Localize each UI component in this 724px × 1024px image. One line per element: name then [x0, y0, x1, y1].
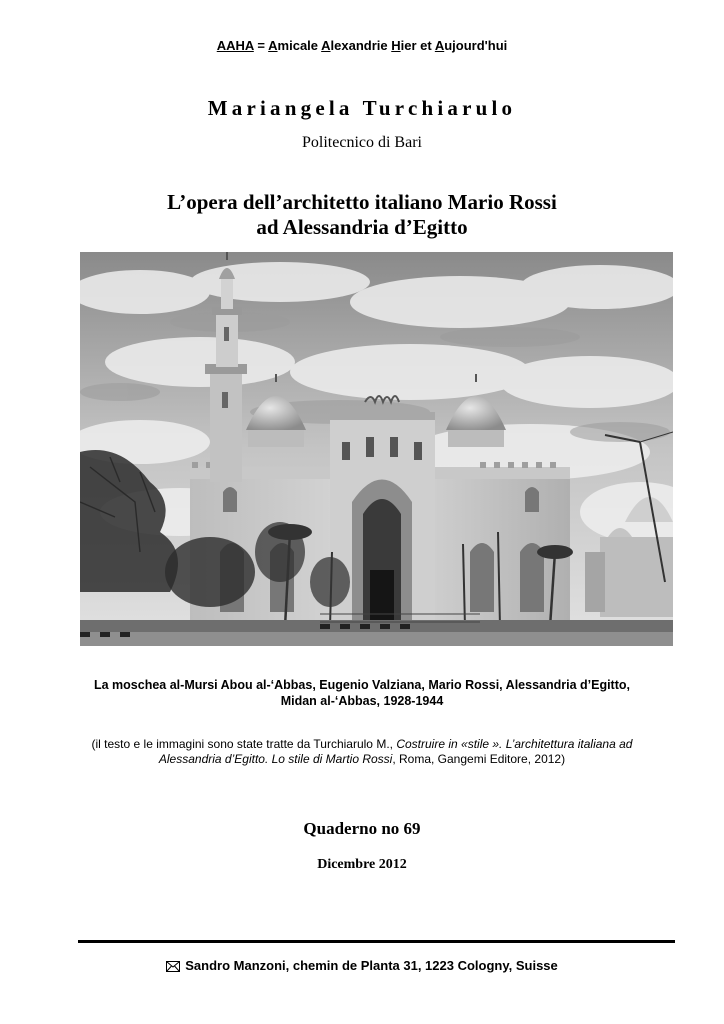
footer-divider	[78, 940, 675, 943]
header-initial-1: A	[268, 38, 278, 53]
source-title-part2: Alessandria d’Egitto. Lo stile di Martio Rossi	[158, 752, 393, 766]
source-note	[0, 737, 724, 767]
caption-line-2: Midan al-‘Abbas, 1928-1944	[280, 694, 444, 708]
header-initial-4: A	[434, 38, 445, 53]
issue-number: Quaderno no 69	[303, 819, 421, 838]
mosque-photo	[80, 252, 673, 646]
header-rest-2: lexandrie	[330, 38, 392, 53]
header-rest-4: ujourd'hui	[444, 38, 508, 53]
source-suffix: , Roma, Gangemi Editore, 2012)	[392, 752, 566, 766]
issue-date: Dicembre 2012	[317, 857, 407, 872]
caption-line-1: La moschea al-Mursi Abou al-‘Abbas, Eugenio Valziana, Mario Rossi, Alessandria d’Egitto,	[94, 678, 630, 692]
header-acronym: AAHA	[216, 38, 254, 53]
title-line-1: L’opera dell’architetto italiano Mario Rossi	[167, 190, 557, 214]
document-title	[0, 190, 724, 240]
footer-address-text: Sandro Manzoni, chemin de Planta 31, 1223 Cologny, Suisse	[185, 958, 558, 973]
author-affiliation: Politecnico di Bari	[302, 134, 422, 151]
envelope-icon	[166, 960, 180, 975]
source-title-part1: Costruire in «stile ». L’architettura italiana ad	[396, 737, 633, 751]
header-initial-3: H	[391, 38, 401, 53]
header-rest-1: micale	[277, 38, 322, 53]
source-line-2	[0, 752, 724, 767]
header-equals: =	[253, 38, 269, 53]
header-line	[0, 38, 724, 53]
photo-caption	[0, 677, 724, 709]
header-initial-2: A	[321, 38, 331, 53]
source-prefix: (il testo e le immagini sono state tratte da Turchiarulo M.,	[91, 737, 397, 751]
title-line-2: ad Alessandria d’Egitto	[256, 215, 468, 239]
header-rest-3: ier et	[400, 38, 435, 53]
source-line-1	[0, 737, 724, 752]
footer-address	[0, 958, 724, 975]
author-name: Mariangela Turchiarulo	[207, 96, 517, 120]
